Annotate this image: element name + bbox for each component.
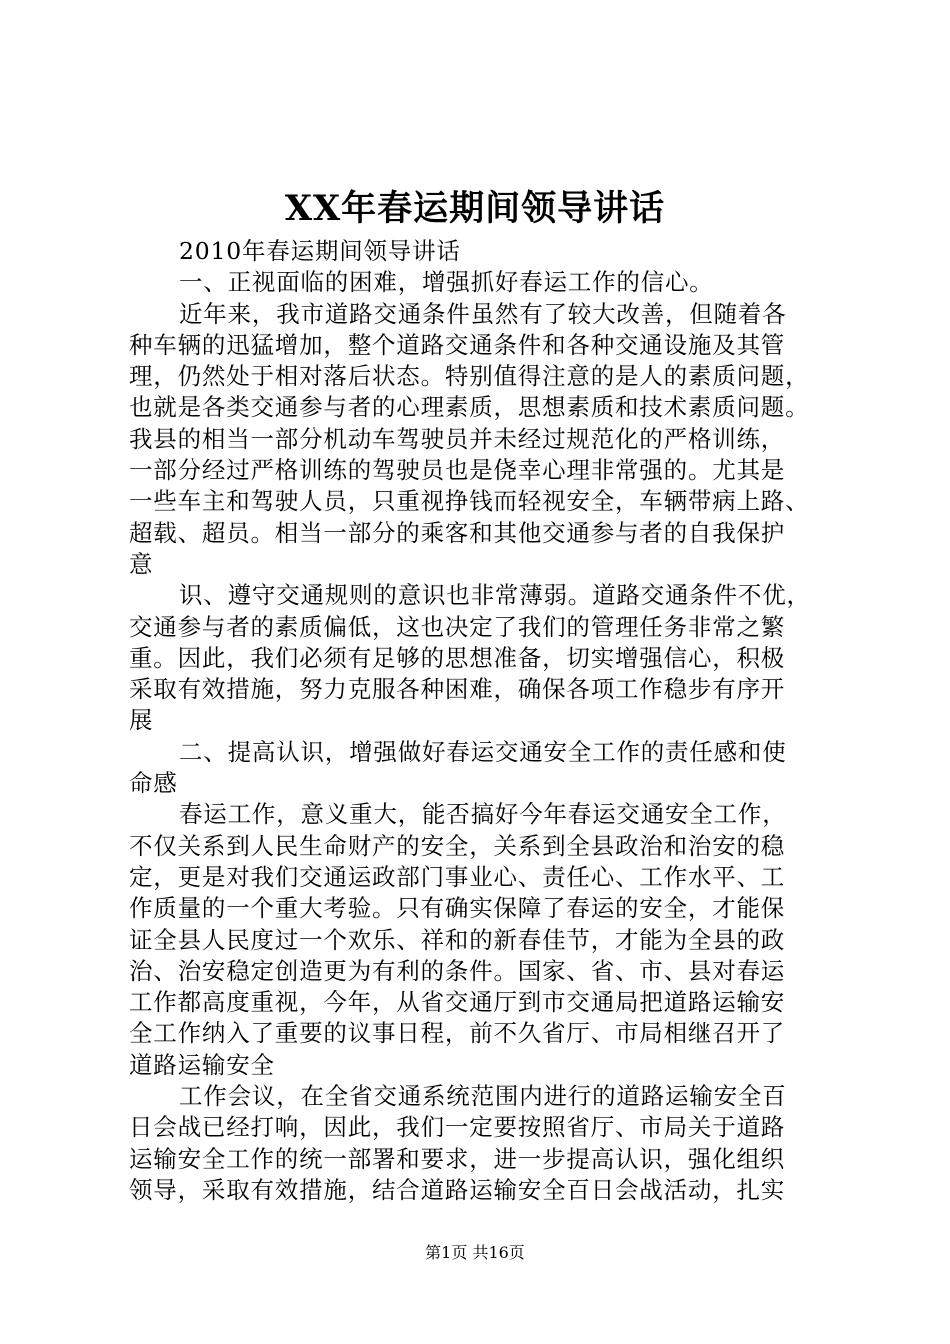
body-line: 理，仍然处于相对落后状态。特别值得注意的是人的素质问题，: [129, 362, 810, 391]
page-footer: 第1页 共16页: [425, 1243, 525, 1262]
body-line: 近年来，我市道路交通条件虽然有了较大改善，但随着各: [179, 299, 787, 328]
document-title: XX年春运期间领导讲话: [284, 188, 666, 229]
body-line: 春运工作，意义重大，能否搞好今年春运交通安全工作，: [179, 800, 787, 829]
body-line: 我县的相当一部分机动车驾驶员并未经过规范化的严格训练，: [129, 424, 786, 453]
body-line: 工作都高度重视，今年，从省交通厅到市交通局把道路运输安: [129, 988, 786, 1017]
body-line: 种车辆的迅猛增加，整个道路交通条件和各种交通设施及其管: [129, 330, 786, 359]
body-line: 工作会议，在全省交通系统范围内进行的道路运输安全百: [179, 1082, 787, 1111]
body-line: 运输安全工作的统一部署和要求，进一步提高认识，强化组织: [129, 1144, 786, 1173]
body-line: 治、治安稳定创造更为有利的条件。国家、省、市、县对春运: [129, 956, 786, 985]
body-line: 交通参与者的素质偏低，这也决定了我们的管理任务非常之繁: [129, 612, 786, 641]
body-line: 日会战已经打响，因此，我们一定要按照省厅、市局关于道路: [129, 1113, 786, 1142]
body-line: 不仅关系到人民生命财产的安全，关系到全县政治和治安的稳: [129, 831, 786, 860]
body-line: 展: [129, 706, 154, 735]
body-line: 识、遵守交通规则的意识也非常薄弱。道路交通条件不优，: [179, 581, 811, 610]
body-line: 一些车主和驾驶人员，只重视挣钱而轻视安全，车辆带病上路、: [129, 487, 810, 516]
body-line: 全工作纳入了重要的议事日程，前不久省厅、市局相继召开了: [129, 1019, 786, 1048]
body-line: 意: [129, 549, 154, 578]
body-line: 作质量的一个重大考验。只有确实保障了春运的安全，才能保: [129, 894, 786, 923]
body-line: 定，更是对我们交通运政部门事业心、责任心、工作水平、工: [129, 862, 786, 891]
body-line: 道路运输安全: [129, 1050, 275, 1079]
body-line: 超载、超员。相当一部分的乘客和其他交通参与者的自我保护: [129, 518, 786, 547]
body-line: 证全县人民度过一个欢乐、祥和的新春佳节，才能为全县的政: [129, 925, 786, 954]
body-line: 二、提高认识，增强做好春运交通安全工作的责任感和使: [179, 737, 787, 766]
body-line: 2010年春运期间领导讲话: [179, 237, 461, 265]
body-line: 一、正视面临的困难，增强抓好春运工作的信心。: [179, 268, 714, 297]
body-line: 采取有效措施，努力克服各种困难，确保各项工作稳步有序开: [129, 675, 786, 704]
body-line: 命感: [129, 769, 178, 798]
body-line: 重。因此，我们必须有足够的思想准备，切实增强信心，积极: [129, 643, 786, 672]
body-line: 领导，采取有效措施，结合道路运输安全百日会战活动，扎实: [129, 1175, 786, 1204]
body-line: 也就是各类交通参与者的心理素质，思想素质和技术素质问题。: [129, 393, 810, 422]
body-line: 一部分经过严格训练的驾驶员也是侥幸心理非常强的。尤其是: [129, 456, 786, 485]
document-body: [129, 236, 833, 1206]
